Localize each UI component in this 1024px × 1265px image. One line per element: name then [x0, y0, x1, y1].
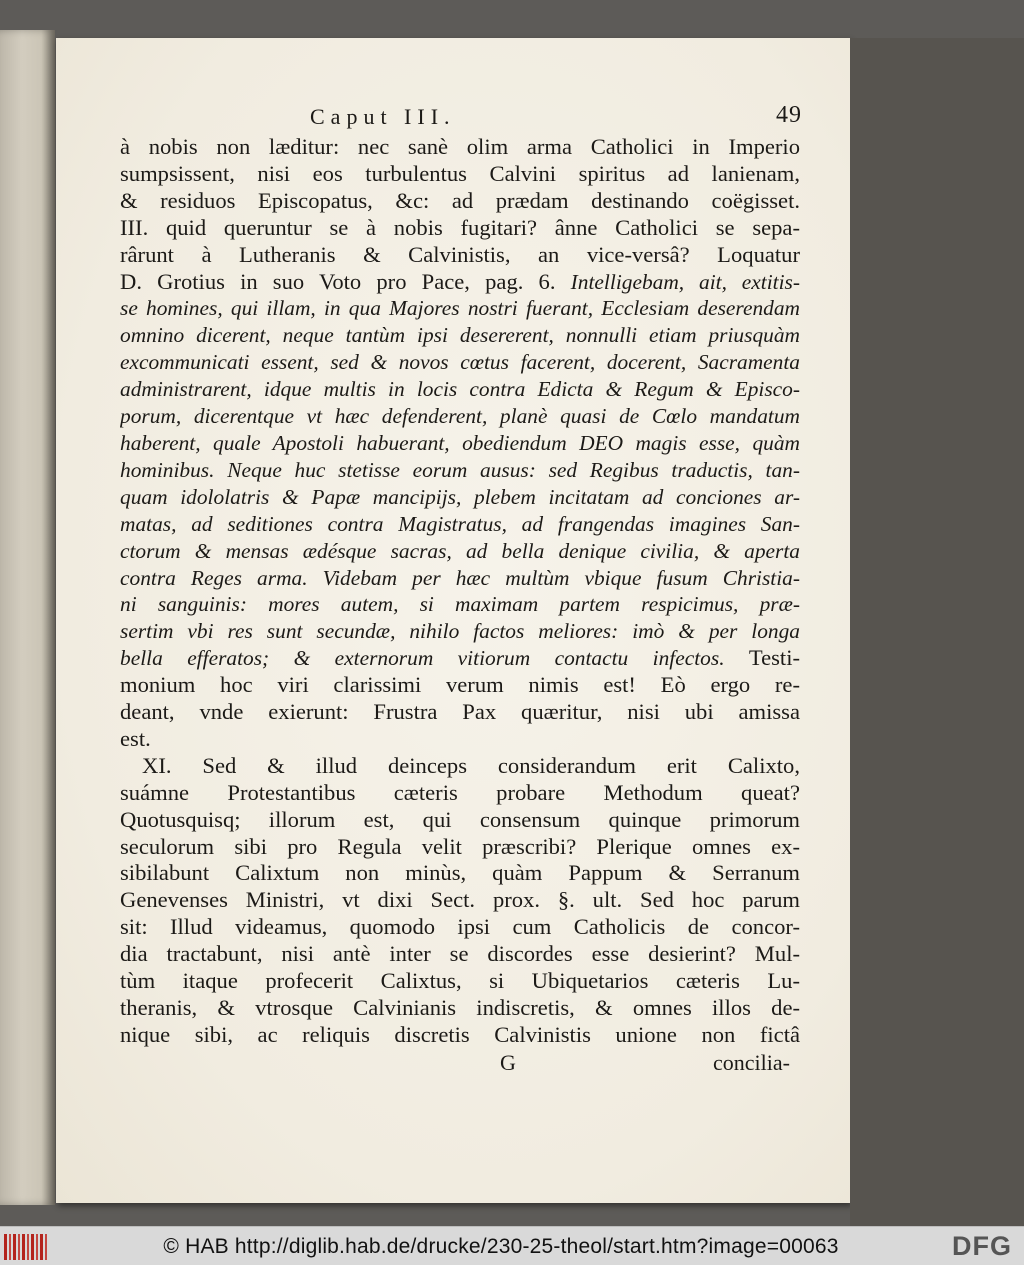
text-segment: Testi-	[748, 645, 800, 671]
text-line: & residuos Episcopatus, &c: ad prædam destinando coëgisset.	[120, 187, 800, 213]
page-number: 49	[776, 102, 802, 128]
text-line: monium hoc viri clarissimi verum nimis est! Eò ergo re-	[120, 672, 800, 698]
body-text	[120, 134, 800, 1049]
text-line: sumpsissent, nisi eos turbulentus Calvini spiritus ad lanienam,	[120, 160, 800, 186]
book-page	[56, 38, 850, 1203]
running-head	[120, 104, 800, 134]
text-line: suámne Protestantibus cæteris probare Methodum queat?	[120, 779, 800, 805]
quotation-line: se homines, qui illam, in qua Majores nostri fuerant, Ecclesiam deserendam	[120, 296, 800, 321]
quotation-line: excommunicati essent, sed & novos cœtus facerent, docerent, Sacramenta	[120, 350, 800, 375]
italic-segment: Intelligebam, ait, extitis-	[570, 269, 800, 294]
text-line: dia tractabunt, nisi antè inter se discordes esse desierint? Mul-	[120, 941, 800, 967]
text-line	[120, 269, 800, 296]
signature-mark: G	[500, 1049, 516, 1075]
text-line: nique sibi, ac reliquis discretis Calvinistis unione non fictâ	[120, 1021, 800, 1047]
catchword-row	[120, 1050, 800, 1080]
text-line: tùm itaque profecerit Calixtus, si Ubiquetarios cæteris Lu-	[120, 968, 800, 994]
quotation-line: ni sanguinis: mores autem, si maximam partem respicimus, præ-	[120, 592, 800, 617]
text-segment: D. Grotius in suo Voto pro Pace, pag. 6.	[120, 268, 556, 294]
footer-bar	[0, 1226, 1024, 1265]
text-line: seculorum sibi pro Regula velit præscribi? Plerique omnes ex-	[120, 833, 800, 859]
text-line: deant, vnde exierunt: Frustra Pax quæritur, nisi ubi amissa	[120, 699, 800, 725]
quotation-line: sertim vbi res sunt secundæ, nihilo factos meliores: imò & per longa	[120, 619, 800, 644]
text-line: à nobis non læditur: nec sanè olim arma Catholici in Imperio	[120, 134, 800, 159]
quotation-line: haberent, quale Apostoli habuerant, obediendum DEO magis esse, quàm	[120, 430, 800, 455]
quotation-line: quam idololatris & Papæ mancipijs, plebem incitatam ad conciones ar-	[120, 484, 800, 509]
facing-page-edge	[0, 30, 55, 1205]
quotation-line: omnino dicerent, neque tantùm ipsi desererent, nonnulli etiam priusquàm	[120, 323, 800, 348]
text-line: III. quid queruntur se à nobis fugitari? ânne Catholici se sepa-	[120, 214, 800, 240]
quotation-line: administrarent, idque multis in locis contra Edicta & Regum & Episco-	[120, 377, 800, 402]
text-line	[120, 645, 800, 672]
dfg-logo: DFG	[952, 1231, 1012, 1261]
text-line: sit: Illud videamus, quomodo ipsi cum Catholicis de concor-	[120, 914, 800, 940]
catchword: concilia-	[713, 1049, 790, 1075]
text-line: est.	[120, 725, 151, 751]
quotation-line: porum, dicerentque vt hæc defenderent, planè quasi de Cœlo mandatum	[120, 404, 800, 429]
quotation-line: ctorum & mensas ædésque sacras, ad bella denique civilia, & aperta	[120, 538, 800, 563]
running-head-title: Caput III.	[310, 104, 456, 129]
copyright-url-text: © HAB http://diglib.hab.de/drucke/230-25-theol/start.htm?image=00063	[163, 1234, 839, 1258]
text-line: rârunt à Lutheranis & Calvinistis, an vice-versâ? Loquatur	[120, 241, 800, 267]
page-content	[120, 104, 800, 1080]
text-line: Genevenses Ministri, vt dixi Sect. prox. §. ult. Sed hoc parum	[120, 887, 800, 913]
section-start-line: XI. Sed & illud deinceps considerandum erit Calixto,	[142, 752, 800, 778]
barcode-icon	[4, 1234, 50, 1260]
background-strip	[850, 38, 1024, 1226]
italic-segment: bella efferatos; & externorum vitiorum contactu infectos.	[120, 646, 725, 671]
text-line: theranis, & vtrosque Calvinianis indiscretis, & omnes illos de-	[120, 995, 800, 1020]
quotation-line: matas, ad seditiones contra Magistratus, ad frangendas imagines San-	[120, 511, 800, 536]
quotation-line: hominibus. Neque huc stetisse eorum ausus: sed Regibus traductis, tan-	[120, 457, 800, 482]
quotation-line: contra Reges arma. Videbam per hæc multùm vbique fusum Christia-	[120, 565, 800, 590]
text-line: Quotusquisq; illorum est, qui consensum quinque primorum	[120, 806, 800, 832]
text-line: sibilabunt Calixtum non minùs, quàm Pappum & Serranum	[120, 860, 800, 886]
